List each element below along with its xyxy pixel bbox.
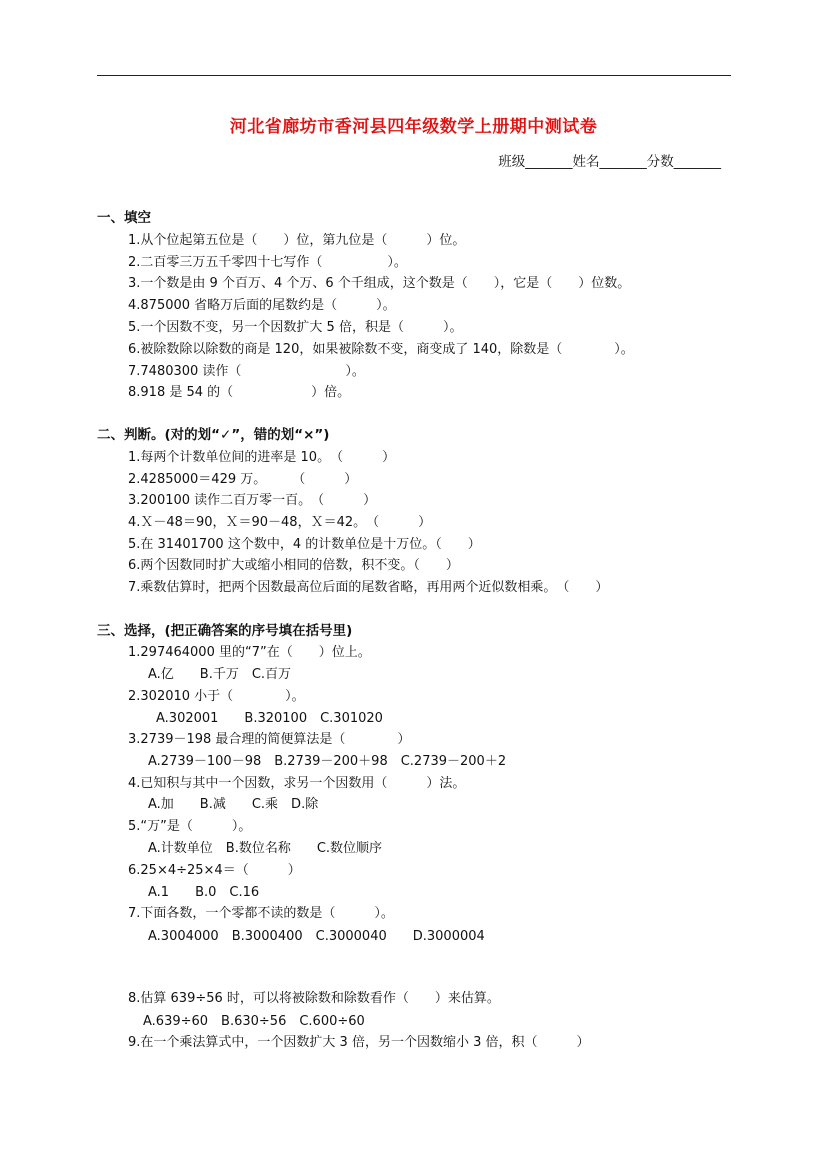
question-item: 6.被除数除以除数的商是 120，如果被除数不变，商变成了 140，除数是（ ）。 (128, 342, 634, 357)
question-item: 8.估算 639÷56 时，可以将被除数和除数看作（ ）来估算。 (128, 991, 500, 1006)
section-heading: 一、填空 (97, 210, 151, 226)
option-line: A.1 B.0 C.16 (148, 885, 260, 900)
option-line: A.加 B.减 C.乘 D.除 (148, 797, 319, 812)
question-item: 5.在 31401700 这个数中，4 的计数单位是十万位。（ ） (128, 537, 481, 552)
question-item: 3.200100 读作二百万零一百。 （ ） (128, 493, 377, 508)
question-item: 2.二百零三万五千零四十七写作（ ）。 (128, 255, 407, 270)
page-title: 河北省廊坊市香河县四年级数学上册期中测试卷 (229, 117, 598, 137)
question-item: 1.每两个计数单位间的进率是 10。 （ ） (128, 450, 396, 465)
option-line: A.3004000 B.3000400 C.3000040 D.3000004 (148, 929, 485, 944)
option-line: A.2739－100－98 B.2739－200＋98 C.2739－200＋2 (148, 754, 507, 769)
question-item: 5.“万”是（ ）。 (128, 819, 252, 834)
question-item: 4.875000 省略万后面的尾数约是（ ）。 (128, 298, 396, 313)
option-line: A.302001 B.320100 C.301020 (156, 711, 383, 726)
question-item: 2.302010 小于（ ）。 (128, 689, 305, 704)
question-item: 3.2739－198 最合理的简便算法是（ ） (128, 732, 411, 747)
question-item: 1.从个位起第五位是（ ）位，第九位是（ ）位。 (128, 233, 466, 248)
question-item: 8.918 是 54 的（ ）倍。 (128, 385, 351, 400)
option-line: A.亿 B.千万 C.百万 (148, 667, 292, 682)
header-rule (97, 75, 731, 76)
question-item: 7.7480300 读作（ ）。 (128, 364, 365, 379)
question-item: 3.一个数是由 9 个百万、4 个万、6 个千组成，这个数是（ ），它是（ ）位数。 (128, 276, 631, 291)
question-item: 5.一个因数不变，另一个因数扩大 5 倍，积是（ ）。 (128, 320, 463, 335)
question-item: 4.Ｘ－48＝90，Ｘ＝90－48，Ｘ＝42。 （ ） (128, 515, 432, 530)
question-item: 6.25×4÷25×4＝（ ） (128, 863, 301, 878)
section-heading: 二、判断。(对的划“✓”，错的划“×”) (97, 427, 330, 443)
question-item: 1.297464000 里的“7”在（ ）位上。 (128, 645, 371, 660)
question-item: 4.已知积与其中一个因数，求另一个因数用（ ）法。 (128, 776, 466, 791)
question-item: 2.4285000＝429 万。 （ ） (128, 472, 358, 487)
question-item: 7.乘数估算时，把两个因数最高位后面的尾数省略，再用两个近似数相乘。 （ ） (128, 580, 609, 595)
section-heading: 三、选择，(把正确答案的序号填在括号里) (97, 623, 353, 639)
question-item: 9.在一个乘法算式中，一个因数扩大 3 倍，另一个因数缩小 3 倍，积（ ） (128, 1035, 590, 1050)
student-info: 班级_______姓名_______分数_______ (498, 154, 721, 170)
question-item: 6.两个因数同时扩大或缩小相同的倍数，积不变。（ ） (128, 558, 459, 573)
question-item: 7.下面各数，一个零都不读的数是（ ）。 (128, 906, 394, 921)
option-line: A.计数单位 B.数位名称 C.数位顺序 (148, 841, 383, 856)
option-line: A.639÷60 B.630÷56 C.600÷60 (143, 1014, 365, 1029)
